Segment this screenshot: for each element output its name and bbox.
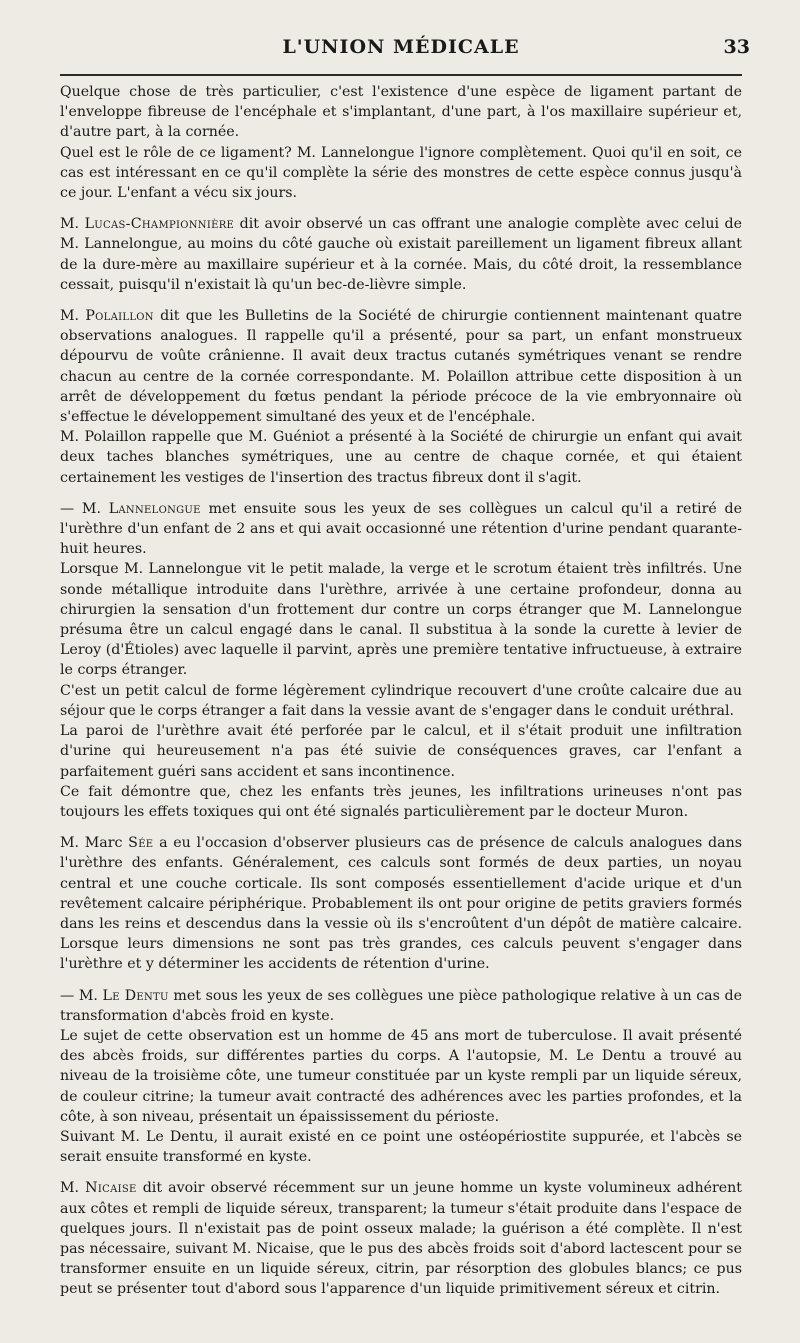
speaker-name: Nicaise — [85, 1180, 137, 1197]
paragraph: M. Polaillon rappelle que M. Guéniot a présenté à la Société de chirurgie un enfant qui avait deux taches blanches symétriques, une au centre de chaque cornée, et qui étaient certainement les vestiges de l'insertion des tractus fibreux dont il s'agit. — [60, 429, 742, 486]
paragraph: Lorsque M. Lannelongue vit le petit malade, la verge et le scrotum étaient très infiltrés. Une sonde métallique introduite dans l'urèthre, arrivée à une certaine profondeur, donna au chirurgien la sensation d'un frottement dur contre un corps étranger que M. Lannelongue présuma être un calcul engagé dans le canal. Il substitua à la sonde la curette à levier de Leroy (d'Étioles) avec laquelle il parvint, après une première tentative infructueuse, à extraire le corps étranger. — [60, 561, 742, 679]
paragraph: Quelque chose de très particulier, c'est l'existence d'une espèce de ligament partant de l'enveloppe fibreuse de l'encéphale et s'implantant, d'une part, à l'os maxillaire supérieur et, d'autre part, à la cornée. — [60, 84, 742, 141]
header-rule — [60, 74, 742, 76]
paragraph: — M. Lannelongue met ensuite sous les yeux de ses collègues un calcul qu'il a retiré de l'urèthre d'un enfant de 2 ans et qui avait occasionné une rétention d'urine pendant quarante-huit heures. — [60, 500, 742, 558]
speaker-name: Le Dentu — [102, 987, 169, 1004]
journal-title: L'UNION MÉDICALE — [282, 36, 520, 58]
paragraph: M. Nicaise dit avoir observé récemment sur un jeune homme un kyste volumineux adhérent aux côtes et rempli de liquide séreux, transparent; la tumeur s'était produite dans l'espace de quelques jours. Il n'existait pas de point osseux malade; la guérison a été complète. Il n'est pas nécessaire, suivant M. Nicaise, que le pus des abcès froids soit d'abord lactescent pour se transformer ensuite en un liquide séreux, citrin, par résorption des globules blancs; ce pus peut se présenter tout d'abord sous l'apparence d'un liquide primitivement séreux et citrin. — [60, 1180, 742, 1298]
paragraph: Quel est le rôle de ce ligament? M. Lannelongue l'ignore complètement. Quoi qu'il en soit, ce cas est intéressant en ce qu'il complète la série des monstres de cette espèce connus jusqu'à ce jour. L'enfant a vécu six jours. — [60, 144, 742, 202]
paragraph: M. Polaillon dit que les Bulletins de la Société de chirurgie contiennent maintenant quatre observations analogues. Il rappelle qu'il a présenté, pour sa part, un enfant monstrueux dépourvu de voûte crânienne. Il avait deux tractus cutanés symétriques venant se rendre chacun au centre de la cornée correspondante. M. Polaillon attribue cette disposition à un arrêt de développement du fœtus pendant la période précoce de la vie embryonnaire où s'effectue le développement simultané des yeux et de l'encéphale. — [60, 308, 743, 426]
paragraph: — M. Le Dentu met sous les yeux de ses collègues une pièce pathologique relative à un cas de transformation d'abcès froid en kyste. — [60, 987, 742, 1024]
paragraph: Ce fait démontre que, chez les enfants très jeunes, les infiltrations urineuses n'ont pas toujours les effets toxiques qui ont été signalés particulièrement par le docteur Muron. — [60, 783, 742, 820]
speaker-name: Polaillon — [85, 308, 154, 325]
paragraph: La paroi de l'urèthre avait été perforée par le calcul, et il s'était produit une infiltration d'urine qui heureusement n'a pas été suivie de conséquences graves, car l'enfant a parfaitement guéri sans accident et sans incontinence. — [60, 723, 742, 780]
page-number: 33 — [723, 36, 750, 58]
paragraph: Le sujet de cette observation est un homme de 45 ans mort de tuberculose. Il avait présenté des abcès froids, sur différentes parties du corps. A l'autopsie, M. Le Dentu a trouvé au niveau de la troisième côte, une tumeur constituée par un kyste rempli par un liquide séreux, de couleur citrine; la tumeur avait contracté des adhérences avec les parties profondes, et la côte, à son niveau, présentait un épaississement du périoste. — [60, 1027, 742, 1125]
speaker-name: Lannelongue — [108, 500, 201, 517]
speaker-name: Sée — [128, 835, 154, 852]
running-header — [60, 36, 750, 66]
article-body — [60, 82, 742, 1300]
paragraph: Suivant M. Le Dentu, il aurait existé en ce point une ostéopériostite suppurée, et l'abcès se serait ensuite transformé en kyste. — [60, 1128, 742, 1166]
paragraph: M. Marc Sée a eu l'occasion d'observer plusieurs cas de présence de calculs analogues dans l'urèthre des enfants. Généralement, ces calculs sont formés de deux parties, un noyau central et une couche corticale. Ils sont composés essentiellement d'acide urique et d'un revêtement calcaire périphérique. Probablement ils ont pour origine de petits graviers formés dans les reins et descendus dans la vessie où ils s'encroûtent d'un dépôt de matière calcaire. Lorsque leurs dimensions ne sont pas très grandes, ces calculs peuvent s'engager dans l'urèthre et y déterminer les accidents de rétention d'urine. — [60, 835, 742, 973]
paragraph: C'est un petit calcul de forme légèrement cylindrique recouvert d'une croûte calcaire due au séjour que le corps étranger a fait dans la vessie avant de s'engager dans le conduit uréthral. — [60, 682, 742, 719]
speaker-name: Lucas-Championnière — [84, 216, 235, 233]
paragraph: M. Lucas-Championnière dit avoir observé un cas offrant une analogie complète avec celui de M. Lannelongue, au moins du côté gauche où existait pareillement un ligament fibreux allant de la dure-mère au maxillaire supérieur et à la cornée. Mais, du côté droit, la ressemblance cessait, puisqu'il n'existait là qu'un bec-de-lièvre simple. — [60, 216, 743, 293]
